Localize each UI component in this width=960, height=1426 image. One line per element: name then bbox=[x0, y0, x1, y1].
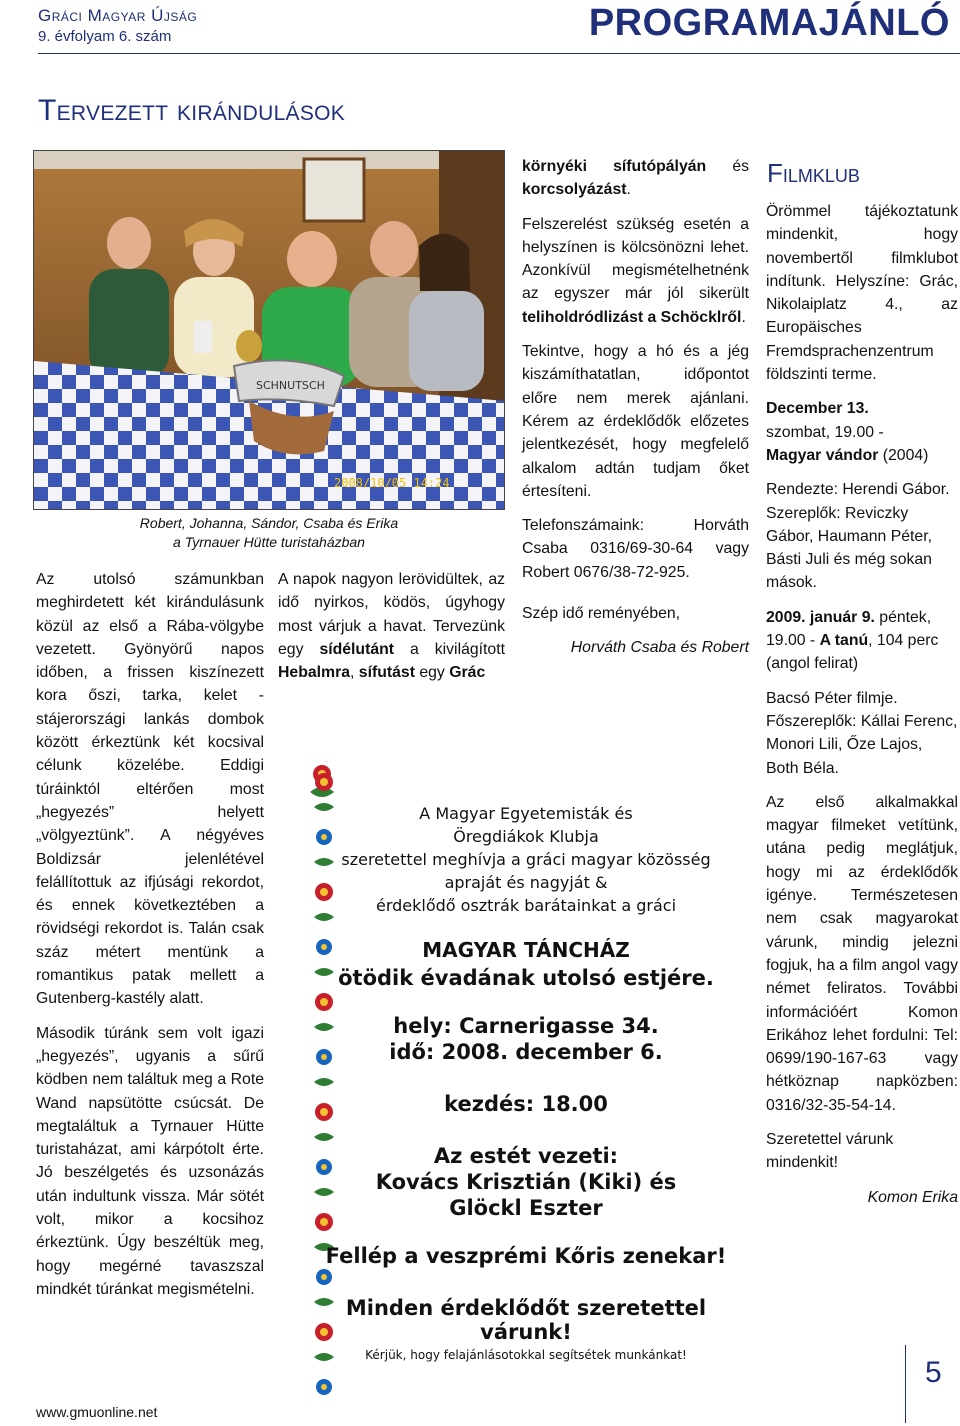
tours-signature: Horváth Csaba és Robert bbox=[570, 639, 749, 657]
film-1-description: Rendezte: Herendi Gábor. Szereplők: Reviczky Gábor, Haumann Péter, Básti Juli és még sokan mások. bbox=[766, 481, 950, 592]
flyer-event-subtitle: ötödik évadának utolsó estjére. bbox=[338, 966, 714, 990]
ski-paragraph-continued: környéki sífutópályán és korcsolyázást. bbox=[522, 158, 750, 199]
flyer-host-1: Kovács Krisztián (Kiki) és bbox=[375, 1170, 677, 1194]
flyer-line-3: szeretettel meghívja a gráci magyar közösség bbox=[341, 850, 711, 869]
flyer-event-title: MAGYAR TÁNCHÁZ bbox=[422, 938, 630, 962]
issue-number: 9. évfolyam 6. szám bbox=[38, 28, 172, 45]
filmclub-welcome: Szeretettel várunk mindenkit! bbox=[766, 1130, 894, 1172]
group-photo-image bbox=[34, 151, 505, 510]
website-link[interactable]: www.gmuonline.net bbox=[36, 1404, 158, 1420]
header-rule bbox=[38, 53, 960, 54]
section-title: PROGRAMAJÁNLÓ bbox=[588, 2, 950, 44]
tours-column-3 bbox=[522, 155, 749, 671]
flyer-date: idő: 2008. december 6. bbox=[389, 1040, 663, 1064]
filmclub-heading: Filmklub bbox=[767, 158, 860, 188]
filmclub-intro: Örömmel tájékoztatunk mindenkit, hogy novembertől filmklubot indítunk. Helyszíne: Grác, Nikolaiplatz 4., az Europäisches Fremdsprachenzentrum földszinti terme. bbox=[766, 203, 958, 384]
flyer-donation: Kérjük, hogy felajánlásotokkal segítsétek munkánkat! bbox=[365, 1348, 687, 1362]
filmclub-signature: Komon Erika bbox=[867, 1188, 958, 1206]
flyer-welcome: Minden érdeklődőt szeretettel várunk! bbox=[345, 1296, 707, 1344]
publication-title: Gráci Magyar Újság bbox=[38, 6, 198, 25]
phone-paragraph: Telefonszámaink: Horváth Csaba 0316/69-30-64 vagy Robert 0676/38-72-925. bbox=[522, 517, 749, 581]
flyer-host-2: Glöckl Eszter bbox=[449, 1196, 603, 1220]
film-1-listing: December 13. szombat, 19.00 - Magyar vándor (2004) bbox=[766, 400, 929, 464]
photo-sign: SCHNUTSCH bbox=[256, 379, 325, 392]
tours-column-2 bbox=[278, 568, 505, 695]
tours-heading: Tervezett kirándulások bbox=[38, 94, 346, 127]
flyer-line-1: A Magyar Egyetemisták és bbox=[419, 804, 633, 823]
tours-column-1 bbox=[36, 568, 264, 1312]
group-photo bbox=[33, 150, 505, 510]
filmclub-info: Az első alkalmakkal magyar filmeket vetítünk, utána pedig meglátjuk, hogy mi az érdeklődők igénye. Természetesen nem csak magyarokat várunk, mindig jelezni fogjuk, ha a film angol vagy német feliratos. További információért Komon Erikához lehet fordulni: Tel: 0699/190-167-63 vagy hétköznap napközben: 0316/32-35-54-14. bbox=[766, 793, 958, 1114]
tanchaz-flyer bbox=[300, 752, 752, 1412]
tours-paragraph-2: Második túránk sem volt igazi „hegyezés”, ugyanis a sűrű ködben nem találtuk meg a Rote Wand napsütötte csúcsát. De megtaláltuk a Tyrnauer Hütte turistaházat, ami kárpótolt érte. Jó beszélgetés és uzsonázás után indultunk vissza. Már sötét volt, mikor a kocsihoz érkeztünk. Úgy beszéltük meg, hogy megérné tavaszszal mindkét túránkat megismételni. bbox=[36, 1024, 264, 1298]
flyer-line-5: érdeklődő osztrák barátainkat a gráci bbox=[375, 896, 677, 915]
flyer-band: Fellép a veszprémi Kőris zenekar! bbox=[325, 1244, 727, 1268]
caption-line-2: a Tyrnauer Hütte turistaházban bbox=[173, 534, 365, 550]
photo-timestamp: 2008/10/05 14:24 bbox=[334, 476, 450, 490]
weather-paragraph: Tekintve, hogy a hó és a jég kiszámíthatatlan, időpontot előre nem merek ajánlani. Kérem az érdeklődők előzetes jelentkezését, hogy megfelelő alkalom adtán tudjam őket értesíteni. bbox=[522, 343, 749, 500]
equipment-paragraph: Felszerelést szükség esetén a helyszínen is kölcsönözni lehet. Azonkívül megismételhetnénk az egyszer már jól sikerült teliholdródlizást a Schöcklről. bbox=[522, 215, 749, 326]
page-number-rule bbox=[905, 1345, 906, 1423]
flyer-line-2: Öregdiákok Klubja bbox=[453, 827, 599, 846]
photo-caption bbox=[38, 514, 500, 552]
closing-line: Szép idő reményében, bbox=[522, 605, 681, 623]
caption-line-1: Robert, Johanna, Sándor, Csaba és Erika bbox=[139, 515, 399, 531]
flyer-host-label: Az estét vezeti: bbox=[433, 1144, 619, 1168]
film-2-listing: 2009. január 9. péntek, 19.00 - A tanú, 104 perc (angol felirat) bbox=[766, 608, 939, 673]
filmclub-column bbox=[766, 200, 958, 1220]
ski-paragraph: A napok nagyon lerövidültek, az idő nyirkos, ködös, úgyhogy most várjuk a havat. Tervezünk egy sídélutánt a kivilágított Hebalmra, sífutást egy Grác bbox=[278, 571, 505, 682]
tours-paragraph-1: Az utolsó számunkban meghirdetett két kirándulásunk közül az első a Rába-völgybe vezetett. Gyönyörű napos időben, a frissen kiszínezett kora őszi, tarka, kelet -stájerországi lankás dombok között érkeztünk két kocsival célunk közelébe. Eddigi túráinktól eltérően most „hegyezés” helyett „völgyeztünk”. A négyéves Boldizsár jelenlétével felállítottuk az ifjúsági rekordot, és ennek következtében a rövidségi rekordot is. Talán csak száz métert mentünk a romantikus patak mellett a Gutenberg-kastély alatt. bbox=[36, 571, 264, 1008]
film-2-description: Bacsó Péter filmje. Főszereplők: Kállai Ferenc, Monori Lili, Őze Lajos, Both Béla. bbox=[766, 689, 958, 777]
page-number: 5 bbox=[925, 1356, 942, 1389]
flyer-line-4: apraját és nagyját & bbox=[444, 873, 608, 892]
flyer-venue: hely: Carnerigasse 34. bbox=[393, 1014, 659, 1038]
flyer-start-time: kezdés: 18.00 bbox=[444, 1092, 608, 1116]
